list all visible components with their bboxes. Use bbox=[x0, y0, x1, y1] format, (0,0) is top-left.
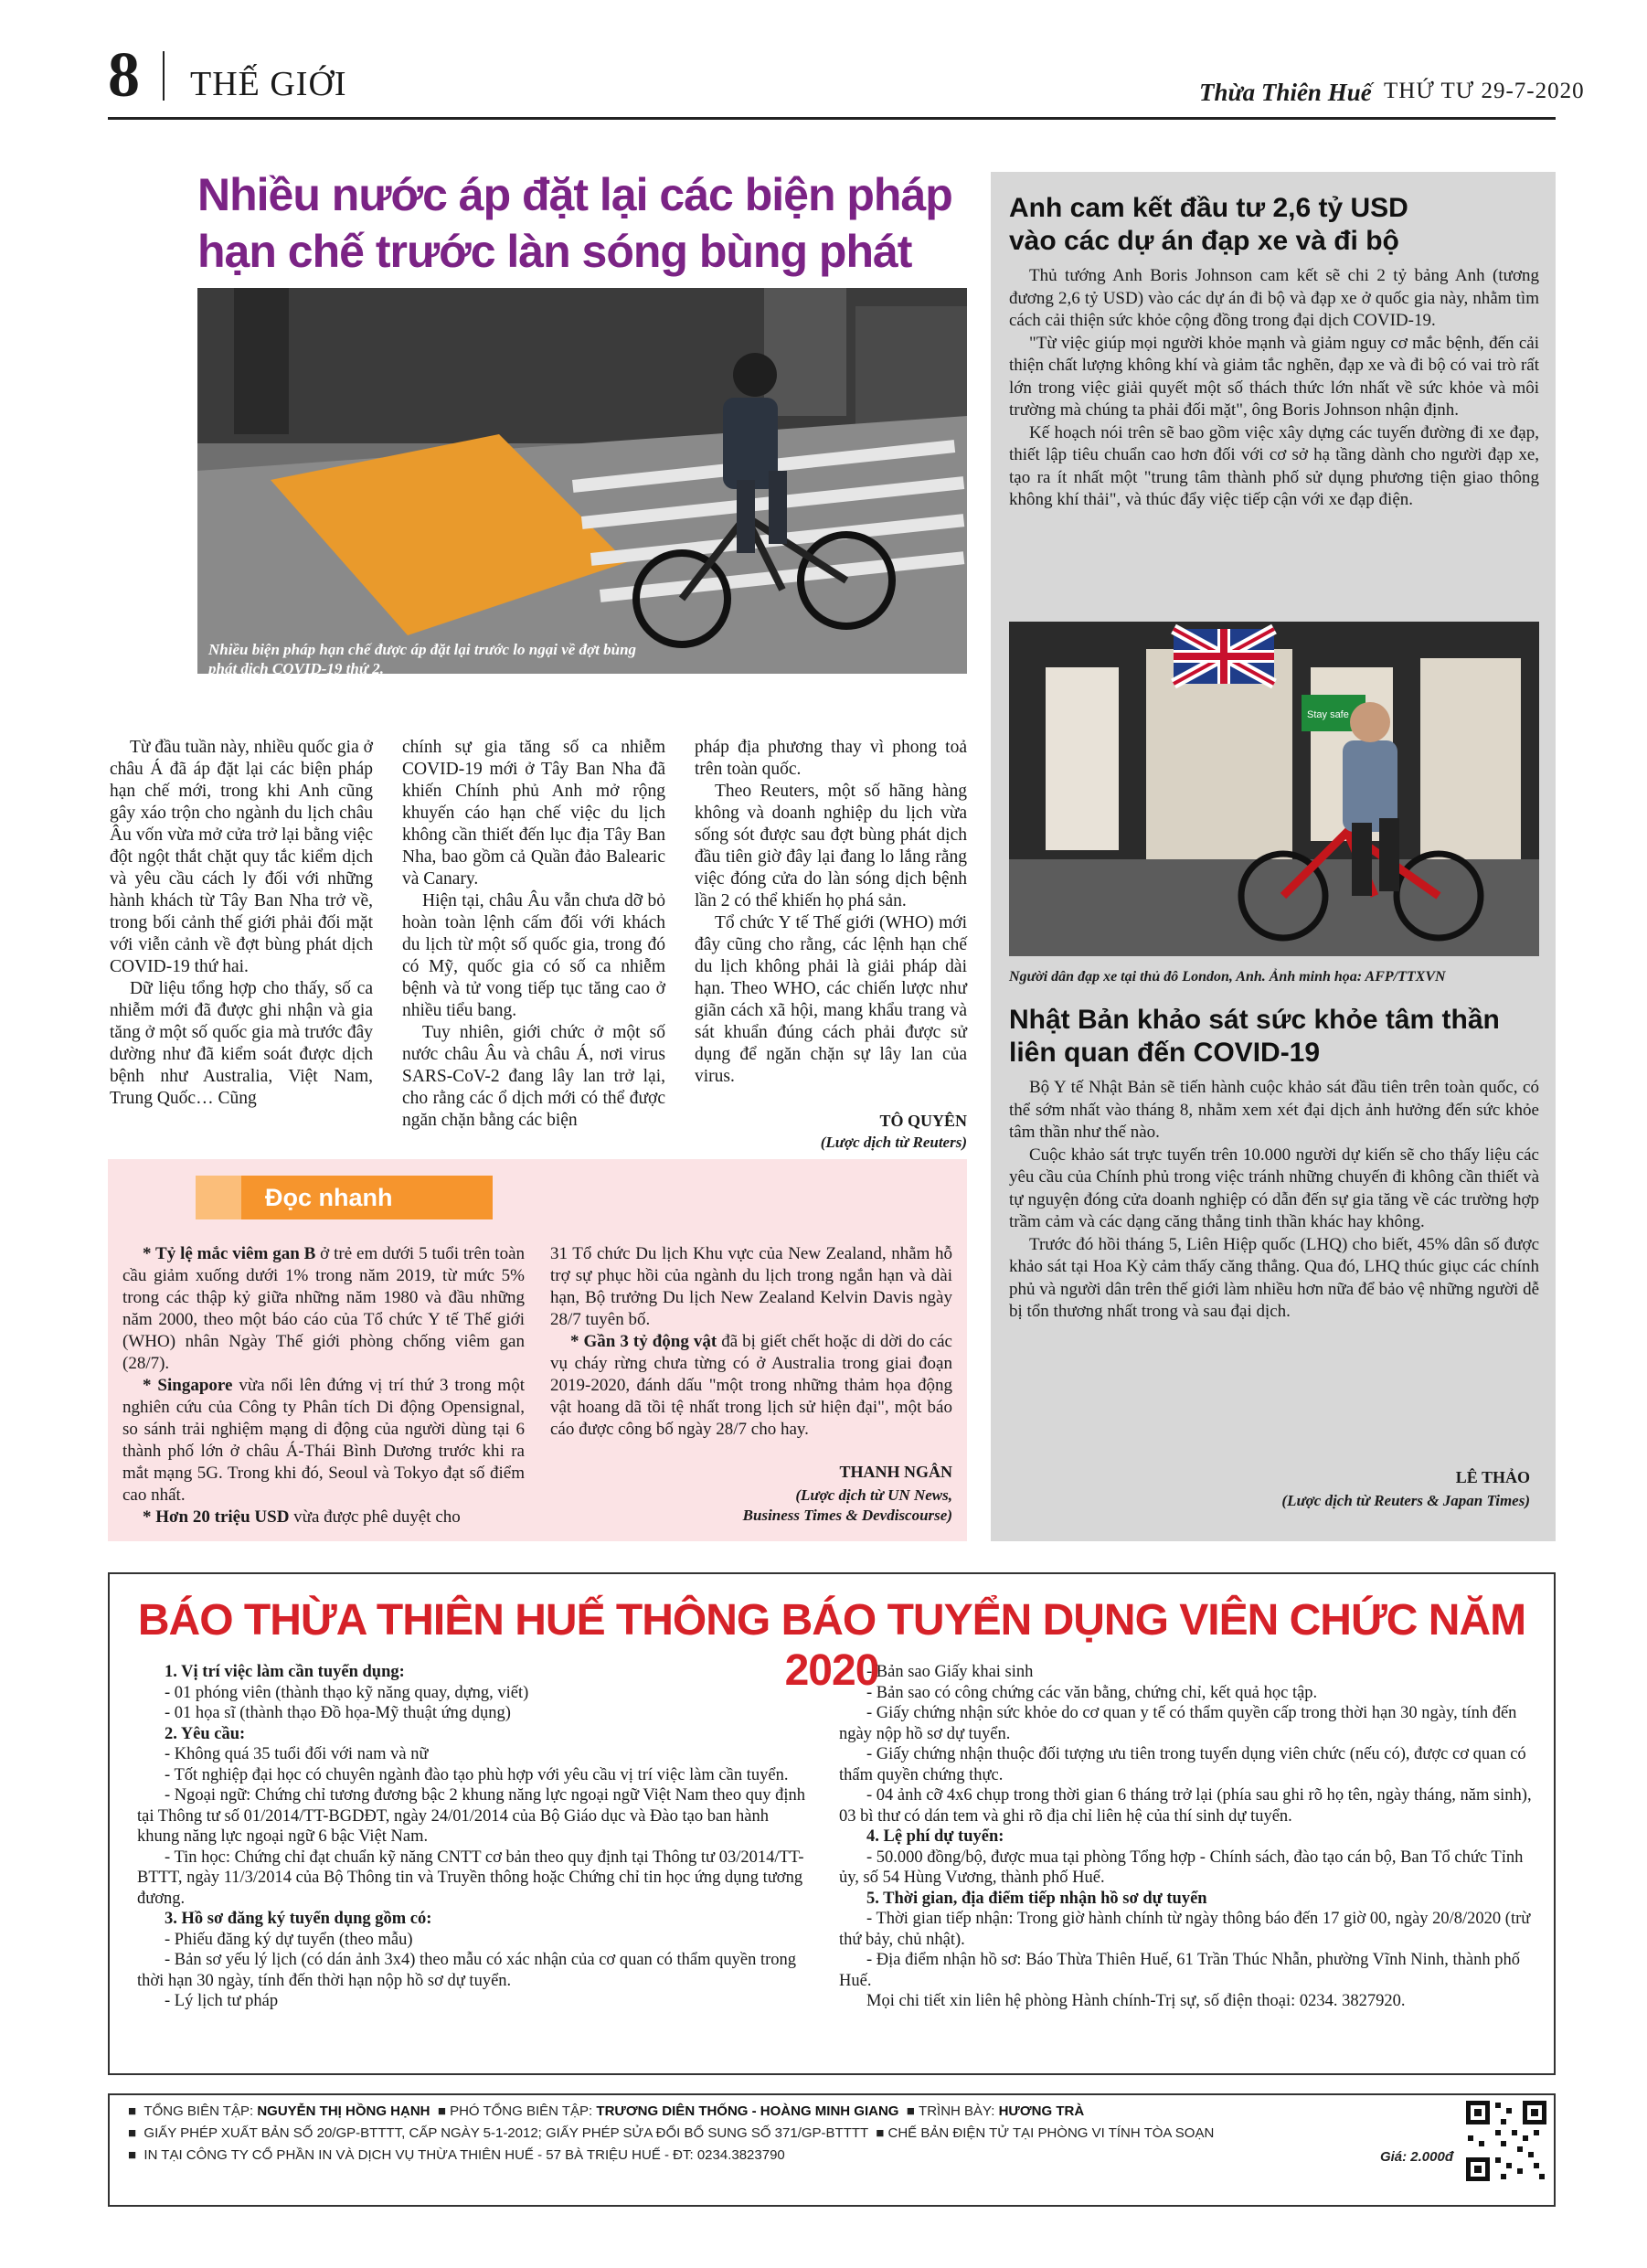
quick-read-item: 31 Tổ chức Du lịch Khu vực của New Zealand, nhằm hỗ trợ sự phục hồi của ngành du lịch trong ngắn hạn và dài hạn, Bộ trưởng Du lịch New Zealand Kelvin Davis ngày 28/7 tuyên bố. bbox=[550, 1244, 952, 1329]
quick-read-source-2: Business Times & Devdiscourse) bbox=[742, 1507, 952, 1524]
main-paragraph: Từ đầu tuần này, nhiều quốc gia ở châu Á đã áp đặt lại các biện pháp hạn chế mới, trong khi Anh cũng gây xáo trộn cho ngành du lịch châu Âu vốn vừa mở cửa trở lại bằng việc đột ngột thắt chặt quy tắc kiểm dịch và yêu cầu cách ly đối với những hành khách từ Tây Ban Nha trở về, trong bối cảnh thế giới phải đối mặt với viễn cảnh về đợt bùng phát dịch COVID-19 thứ hai. bbox=[110, 738, 373, 976]
union-jack bbox=[1174, 629, 1274, 684]
deputy-editors: TRƯƠNG DIÊN THỐNG - HOÀNG MINH GIANG bbox=[596, 2103, 899, 2119]
main-paragraph: Tuy nhiên, giới chức ở một số nước châu Âu và châu Á, nơi virus SARS-CoV-2 đang lây lan trở lại, cho rằng các ổ dịch mới có thể được ngăn chặn bằng các biện bbox=[402, 1023, 665, 1130]
quick-read-source-1: (Lược dịch từ UN News, bbox=[795, 1486, 952, 1504]
recruitment-line: - Ngoại ngữ: Chứng chỉ tương đương bậc 2 khung năng lực ngoại ngữ Việt Nam theo quy định tại Thông tư số 01/2014/TT-BGDĐT, ngày 24/01/2014 của Bộ Giáo dục và Đào tạo ban hành khung năng lực ngoại ngữ 6 bậc Việt Nam. bbox=[137, 1786, 806, 1846]
recruitment-line: - Bản sao Giấy khai sinh bbox=[866, 1663, 1034, 1681]
masthead-divider bbox=[163, 51, 165, 101]
quick-read-item: * Hơn 20 triệu USD vừa được phê duyệt cho bbox=[143, 1507, 461, 1527]
main-paragraph: Theo Reuters, một số hãng hàng không và doanh nghiệp du lịch vừa sống sót được sau đợt bùng phát dịch đầu tiên giờ đây lại đang lo lắng rằng việc đóng cửa do làn sóng dịch bệnh lần 2 có thể khiến họ phá sản. bbox=[695, 782, 967, 910]
main-article-col-3 bbox=[695, 737, 967, 1088]
sidebar-article-2-body bbox=[1009, 1077, 1539, 1324]
imprint-line-1: ■ TỔNG BIÊN TẬP: NGUYỄN THỊ HỒNG HẠNH ■ PHÓ TỔNG BIÊN TẬP: TRƯƠNG DIÊN THỐNG - HOÀNG MINH GIANG ■ TRÌNH BÀY: HƯƠNG TRÀ bbox=[128, 2103, 1085, 2119]
quick-read-item: * Tỷ lệ mắc viêm gan B ở trẻ em dưới 5 tuổi trên toàn cầu giảm xuống dưới 1% trong năm 2019, từ mức 5% trong các thập kỷ giữa những năm 1980 và đầu những năm 2000, theo một báo cáo của Tổ chức Y tế Thế giới (WHO) nhân Ngày Thế giới phòng chống viêm gan (28/7). bbox=[122, 1244, 525, 1373]
stay-safe-sign: Stay safe bbox=[1307, 709, 1349, 720]
recruitment-title: BÁO THỪA THIÊN HUẾ THÔNG BÁO TUYỂN DỤNG VIÊN CHỨC NĂM 2020 bbox=[137, 1596, 1526, 1695]
sidebar-article-2-title-line: liên quan đến COVID-19 bbox=[1009, 1038, 1321, 1068]
quick-read-col-1 bbox=[122, 1243, 525, 1528]
printer-info: IN TẠI CÔNG TY CỔ PHẦN IN VÀ DỊCH VỤ THỪA THIÊN HUẾ - 57 BÀ TRIỆU HUẾ - ĐT: 0234.3823790 bbox=[143, 2147, 785, 2163]
recruitment-line: - Giấy chứng nhận thuộc đối tượng ưu tiên trong tuyển dụng viên chức (nếu có), được cơ quan có thẩm quyền chứng thực. bbox=[839, 1745, 1526, 1784]
cyclist-street-photo bbox=[197, 288, 967, 674]
sidebar-byline: LÊ THẢO bbox=[1455, 1468, 1530, 1486]
qr-code-icon bbox=[1464, 2099, 1548, 2183]
recruitment-heading: 3. Hồ sơ đăng ký tuyển dụng gồm có: bbox=[165, 1910, 432, 1928]
main-photo-credit: Ảnh minh họa Reuters/NLĐ bbox=[428, 679, 611, 697]
quick-read-title: Đọc nhanh bbox=[241, 1176, 493, 1219]
sidebar-article-1-body bbox=[1009, 265, 1539, 512]
quick-read-tab-accent bbox=[196, 1176, 241, 1219]
section-title: THẾ GIỚI bbox=[190, 65, 347, 103]
publishing-license: GIẤY PHÉP XUẤT BẢN SỐ 20/GP-BTTTT, CẤP NGÀY 5-1-2012; GIẤY PHÉP SỬA ĐỔI BỔ SUNG SỐ 371/GP-BTTTT bbox=[143, 2125, 868, 2141]
main-paragraph: pháp địa phương thay vì phong toả trên toàn quốc. bbox=[695, 738, 967, 779]
paper-name: Thừa Thiên Huế bbox=[1199, 79, 1372, 106]
recruitment-line: - 01 họa sĩ (thành thạo Đồ họa-Mỹ thuật ứng dụng) bbox=[165, 1704, 511, 1722]
main-article-col-1 bbox=[110, 737, 373, 1110]
layout-designer: HƯƠNG TRÀ bbox=[998, 2103, 1085, 2119]
recruitment-heading: 5. Thời gian, địa điểm tiếp nhận hồ sơ dự tuyển bbox=[866, 1889, 1207, 1908]
recruitment-line: - Phiếu đăng ký dự tuyển (theo mẫu) bbox=[165, 1930, 413, 1949]
recruitment-heading: 1. Vị trí việc làm cần tuyển dụng: bbox=[165, 1663, 405, 1681]
recruitment-line: - Bản sơ yếu lý lịch (có dán ảnh 3x4) theo mẫu có xác nhận của cơ quan có thẩm quyền trong thời hạn 30 ngày, tính đến thời hạn nộp hồ sơ dự tuyển. bbox=[137, 1951, 797, 1990]
main-photo-caption-text: Nhiều biện pháp hạn chế được áp đặt lại trước lo ngại về đợt bùng phát dịch COVID-19 thứ 2. bbox=[208, 641, 637, 677]
recruitment-line: - Địa điểm nhận hồ sơ: Báo Thừa Thiên Huế, 61 Trần Thúc Nhẫn, phường Vĩnh Ninh, thành phố Huế. bbox=[839, 1951, 1520, 1990]
sidebar-source: (Lược dịch từ Reuters & Japan Times) bbox=[1281, 1492, 1530, 1509]
main-headline: Nhiều nước áp đặt lại các biện pháp hạn chế trước làn sóng bùng phát bbox=[197, 169, 952, 277]
quick-read-item: * Singapore vừa nổi lên đứng vị trí thứ 3 trong một nghiên cứu của Công ty Phân tích Di động Opensignal, so sánh trải nghiệm mạng di động của người dùng tại 6 thành phố lớn ở châu Á-Thái Bình Dương trước khi ra mắt mạng 5G. Trong khi đó, Seoul và Tokyo đạt số điểm cao nhất. bbox=[122, 1376, 525, 1505]
recruitment-line: - Giấy chứng nhận sức khỏe do cơ quan y tế có thẩm quyền cấp trong thời hạn 30 ngày, tính đến ngày nộp hồ sơ dự tuyển. bbox=[839, 1704, 1517, 1743]
sidebar-paragraph: Thủ tướng Anh Boris Johnson cam kết sẽ chi 2 tỷ bảng Anh (tương đương 2,6 tỷ USD) vào các dự án đi bộ và đạp xe ở quốc gia này, nhằm tìm cách cải thiện sức khỏe cộng đồng trong đại dịch COVID-19. bbox=[1009, 266, 1539, 330]
quick-read-byline: THANH NGÂN bbox=[839, 1463, 952, 1481]
recruitment-line: - 04 ảnh cỡ 4x6 chụp trong thời gian 6 tháng trở lại (phía sau ghi rõ họ tên, ngày tháng, năm sinh), 03 bì thư có dán tem và ghi rõ địa chỉ liên hệ của thí sinh dự tuyển. bbox=[839, 1786, 1532, 1826]
main-paragraph: Dữ liệu tổng hợp cho thấy, số ca nhiễm mới đã được ghi nhận và gia tăng ở một số quốc gia mà trước đây dường như đã kiểm soát được dịch bệnh như Australia, Việt Nam, Trung Quốc… Cũng bbox=[110, 979, 373, 1108]
quick-read-col-2 bbox=[550, 1243, 952, 1441]
main-paragraph: Hiện tại, châu Âu vẫn chưa dỡ bỏ hoàn toàn lệnh cấm đối với khách du lịch từ một số quốc gia, trong đó có Mỹ, quốc gia có số ca nhiễm bệnh và tử vong tiếp tục tăng cao ở nhiều tiểu bang. bbox=[402, 891, 665, 1020]
main-photo bbox=[197, 288, 967, 674]
recruitment-col-right bbox=[839, 1662, 1534, 2012]
main-article-col-2 bbox=[402, 737, 665, 1132]
editor-in-chief: NGUYỄN THỊ HỒNG HẠNH bbox=[257, 2103, 430, 2119]
recruitment-line: - Tốt nghiệp đại học có chuyên ngành đào tạo phù hợp với yêu cầu vị trí việc làm cần tuyển. bbox=[165, 1765, 789, 1784]
recruitment-heading: 2. Yêu cầu: bbox=[165, 1724, 246, 1743]
sidebar-paragraph: "Từ việc giúp mọi người khỏe mạnh và giảm nguy cơ mắc bệnh, đến cải thiện chất lượng không khí và giảm tắc nghẽn, đạp xe và đi bộ có vai trò rất lớn trong việc giải quyết một số thách thức lớn nhất về sức khỏe và môi trường mà chúng ta phải đối mặt", ông Boris Johnson nhận định. bbox=[1009, 333, 1539, 420]
main-source: (Lược dịch từ Reuters) bbox=[820, 1134, 967, 1151]
main-byline: TÔ QUYÊN bbox=[879, 1112, 967, 1130]
recruitment-line: - Không quá 35 tuổi đối với nam và nữ bbox=[165, 1745, 429, 1763]
recruitment-line: - Bản sao có công chứng các văn bằng, chứng chỉ, kết quả học tập. bbox=[866, 1683, 1318, 1702]
sidebar-paragraph: Trước đó hồi tháng 5, Liên Hiệp quốc (LHQ) cho biết, 45% dân số được khảo sát tại Hoa Kỳ cảm thấy căng thẳng. Qua đó, LHQ thúc giục các chính phủ và người dân trên thế giới làm nhiều hơn nữa để bảo vệ những người dễ bị tổn thương nhất trong và sau đại dịch. bbox=[1009, 1234, 1539, 1321]
sidebar-article-1-title-line: vào các dự án đạp xe và đi bộ bbox=[1009, 226, 1399, 256]
main-paragraph: chính sự gia tăng số ca nhiễm COVID-19 mới ở Tây Ban Nha đã khiến Chính phủ Anh mở rộng khuyến cáo hạn chế việc du lịch không cần thiết đến lục địa Tây Ban Nha, bao gồm cả Quần đảo Balearic và Canary. bbox=[402, 738, 665, 889]
recruitment-line: - 50.000 đồng/bộ, được mua tại phòng Tổng hợp - Chính sách, đào tạo cán bộ, Ban Tổ chức Tỉnh ủy, số 54 Hùng Vương, thành phố Huế. bbox=[839, 1847, 1524, 1887]
recruitment-heading: 4. Lệ phí dự tuyển: bbox=[866, 1827, 1004, 1846]
price: Giá: 2.000đ bbox=[1379, 2149, 1453, 2165]
imprint-line-2: ■ GIẤY PHÉP XUẤT BẢN SỐ 20/GP-BTTTT, CẤP NGÀY 5-1-2012; GIẤY PHÉP SỬA ĐỔI BỔ SUNG SỐ 371/GP-BTTTT ■ CHẾ BẢN ĐIỆN TỬ TẠI PHÒNG VI TÍNH TÒA SOẠN bbox=[128, 2125, 1215, 2141]
recruitment-line: - Tin học: Chứng chỉ đạt chuẩn kỹ năng CNTT cơ bản theo quy định tại Thông tư 03/2014/TT-BTTT, ngày 11/3/2014 của Bộ Thông tin và Truyền thông hoặc Chứng chỉ tin học ứng dụng tương đương. bbox=[137, 1847, 804, 1908]
london-cyclist-photo bbox=[1009, 622, 1539, 956]
sidebar-paragraph: Kế hoạch nói trên sẽ bao gồm việc xây dựng các tuyến đường đi xe đạp, thiết lập tiêu chuẩn cao hơn đối với cơ sở hạ tầng dành cho người đạp xe, tạo ra ít nhất một "trung tâm thành phố sử dụng phương tiện giao thông không khí thải", và thúc đẩy việc tiếp cận với xe đạp điện. bbox=[1009, 422, 1539, 509]
sidebar-paragraph: Cuộc khảo sát trực tuyến trên 10.000 người dự kiến sẽ cho thấy liệu các yêu cầu của Chính phủ trong việc tránh những chuyến đi không cần thiết và tự nguyện đóng cửa doanh nghiệp có dẫn đến sự gia tăng về các trường hợp trầm cảm và các dạng căng thẳng tinh thần khác hay không. bbox=[1009, 1145, 1539, 1231]
masthead-rule bbox=[108, 117, 1556, 120]
recruitment-col-left bbox=[137, 1662, 813, 2012]
recruitment-line: - Lý lịch tư pháp bbox=[165, 1992, 279, 2010]
imprint-line-3: ■ IN TẠI CÔNG TY CỔ PHẦN IN VÀ DỊCH VỤ THỪA THIÊN HUẾ - 57 BÀ TRIỆU HUẾ - ĐT: 0234.3823790 bbox=[128, 2147, 785, 2163]
main-photo-caption bbox=[208, 640, 665, 697]
recruitment-line: Mọi chi tiết xin liên hệ phòng Hành chính-Trị sự, số điện thoại: 0234. 3827920. bbox=[866, 1992, 1406, 2010]
sidebar-article-2-title bbox=[1009, 1004, 1539, 1070]
issue-date: THỨ TƯ 29-7-2020 bbox=[1384, 79, 1585, 103]
london-photo bbox=[1009, 622, 1539, 956]
quick-read-item: * Gần 3 tỷ động vật đã bị giết chết hoặc di dời do các vụ cháy rừng chưa từng có ở Australia trong giai đoạn 2019-2020, đánh dấu "một trong những thảm họa động vật hoang dã tồi tệ nhất trong lịch sử hiện đại", một báo cáo được công bố ngày 28/7 cho hay. bbox=[550, 1332, 952, 1439]
recruitment-line: - 01 phóng viên (thành thạo kỹ năng quay, dựng, viết) bbox=[165, 1683, 529, 1702]
recruitment-line: - Thời gian tiếp nhận: Trong giờ hành chính từ ngày thông báo đến 17 giờ 00, ngày 20/8/2020 (trừ thứ bảy, chủ nhật). bbox=[839, 1910, 1531, 1949]
sidebar-article-2-title-line: Nhật Bản khảo sát sức khỏe tâm thần bbox=[1009, 1005, 1500, 1035]
sidebar-article-1-title-line: Anh cam kết đầu tư 2,6 tỷ USD bbox=[1009, 193, 1408, 223]
sidebar-paragraph: Bộ Y tế Nhật Bản sẽ tiến hành cuộc khảo sát đầu tiên trên toàn quốc, có thể sớm nhất vào tháng 8, nhằm xem xét đại dịch ảnh hưởng đến sức khỏe tâm thần như thế nào. bbox=[1009, 1078, 1539, 1142]
sidebar-article-1-title bbox=[1009, 192, 1539, 258]
page-number: 8 bbox=[108, 40, 140, 111]
main-paragraph: Tổ chức Y tế Thế giới (WHO) mới đây cũng cho rằng, các lệnh hạn chế du lịch không phải là giải pháp dài hạn. Theo WHO, các chiến lược như giãn cách xã hội, mang khẩu trang và sát khuẩn đúng cách phải được sử dụng để ngăn chặn sự lây lan của virus. bbox=[695, 913, 967, 1086]
typesetting-note: CHẾ BẢN ĐIỆN TỬ TẠI PHÒNG VI TÍNH TÒA SOẠN bbox=[887, 2125, 1215, 2141]
london-photo-caption: Người dân đạp xe tại thủ đô London, Anh. Ảnh minh họa: AFP/TTXVN bbox=[1009, 969, 1446, 985]
